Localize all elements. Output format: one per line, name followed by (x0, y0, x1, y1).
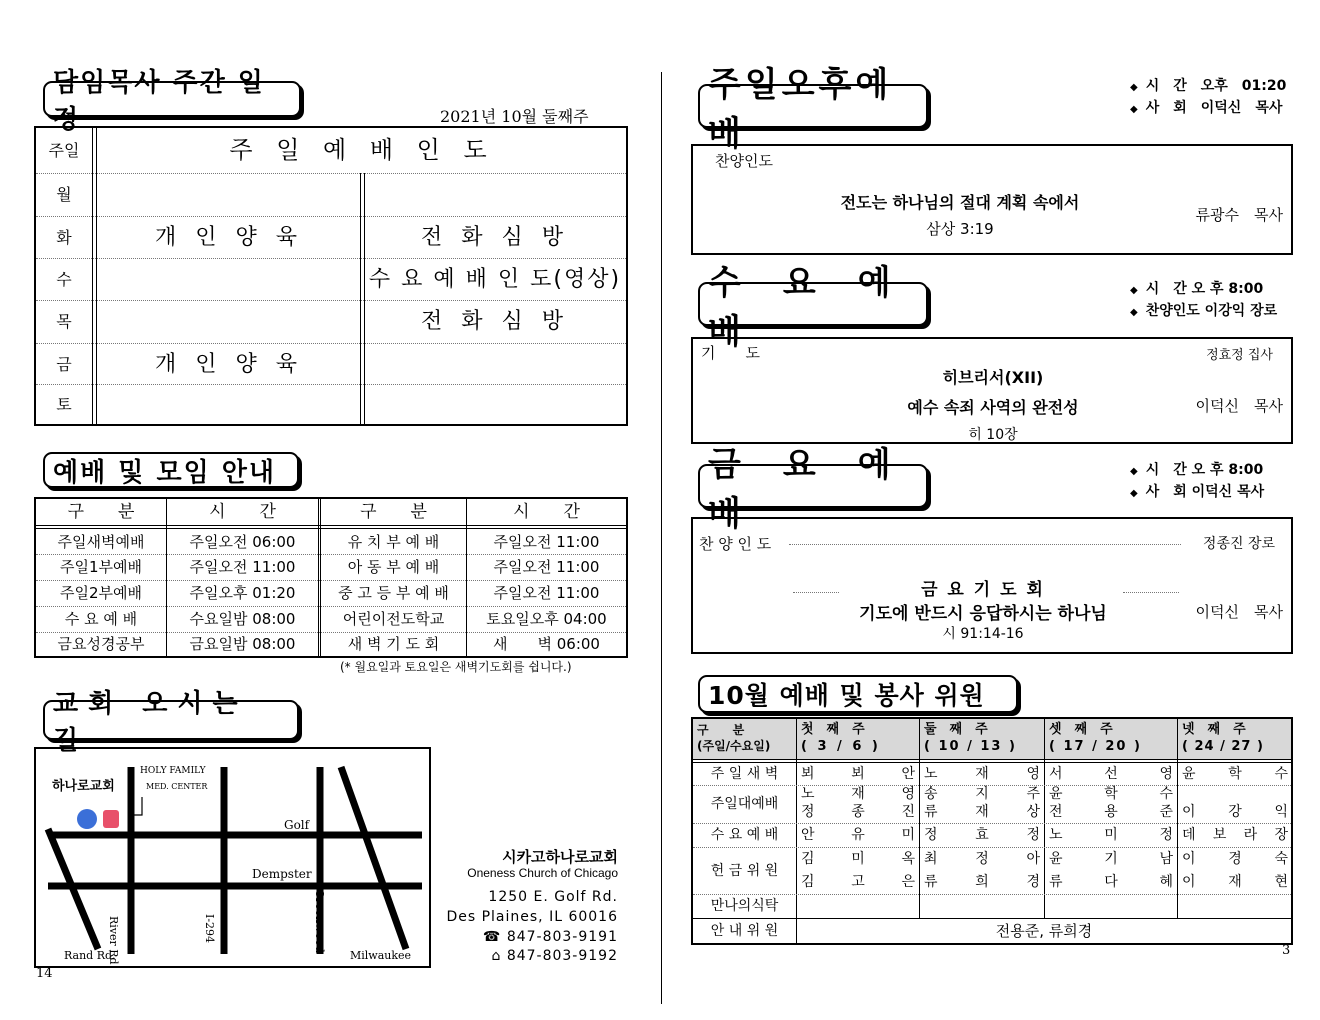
volunteer-cell: 서 선 영 (1049, 766, 1173, 782)
day-label: 수 (56, 270, 72, 289)
map-church-label: 하나로교회 (52, 779, 115, 794)
volunteer-cell: 윤 학 수 (1182, 766, 1288, 782)
sunday-pm-box (691, 144, 1293, 255)
meetings-row: 주일2부예배 주일오후 01:20 중 고 등 부 예 배 주일오전 11:00 (60, 584, 600, 602)
schedule-entry (364, 385, 626, 424)
scripture: 시 91:14-16 (942, 626, 1024, 642)
schedule-entry (98, 301, 360, 343)
meetings-row: 주일1부예배 주일오전 11:00 아 동 부 예 배 주일오전 11:00 (60, 558, 600, 576)
volunteer-cell: 뵈 뵈 안 (801, 766, 915, 782)
meetings-row: 수 요 예 배 수요일밤 08:00 어린이전도학교 토요일오후 04:00 (64, 610, 607, 628)
volunteer-row-label: 헌 금 위 원 (710, 863, 779, 879)
sunday-text: 주 일 예 배 인 도 (229, 136, 495, 164)
volunteer-cell: 정 종 진 (801, 804, 915, 820)
sermon-series: 히브리서(XII) (942, 368, 1044, 387)
volunteer-cell: 류 희 경 (924, 874, 1040, 890)
schedule-entry (364, 174, 626, 216)
day-label: 금 (56, 355, 72, 374)
page-divider (661, 72, 662, 1004)
day-label: 목 (56, 312, 72, 331)
volunteer-cell: 노 재 영 (924, 766, 1040, 782)
praise-person: 정종진 장로 (1202, 536, 1275, 552)
week-header: 셋 째 주 ( 17 / 20 ) (1049, 722, 1142, 754)
sunday-pm-info: ◆ 시 간 오후 01:20 ◆ 사 회 이덕신 목사 (1130, 78, 1287, 116)
meetings-table (34, 497, 628, 658)
meetings-header: 구 분 (360, 502, 427, 522)
fax (430, 948, 618, 964)
map (34, 747, 431, 968)
schedule-entry: 수 요 예 배 인 도(영상) (368, 267, 622, 292)
volunteer-cell: 이 경 숙 (1182, 851, 1288, 867)
volunteer-cell: 김 미 옥 (801, 851, 915, 867)
volunteers-table (691, 717, 1293, 945)
scripture: 삼상 3:19 (926, 220, 994, 238)
volunteer-cell: 이 재 현 (1182, 874, 1288, 890)
volunteer-cell: 이 강 익 (1182, 804, 1288, 820)
day-label: 화 (56, 228, 72, 247)
volunteer-cell: 안 유 미 (801, 827, 915, 843)
volunteer-cell: 전 용 준 (1049, 804, 1173, 820)
fax-icon: ⌂ (491, 948, 507, 964)
volunteer-cell: 데 보 라 장 (1182, 827, 1288, 843)
volunteers-header-label: 구 분 (주일/수요일) (697, 723, 771, 753)
schedule-entry (364, 344, 626, 385)
volunteer-row-label: 수 요 예 배 (710, 827, 779, 843)
praise-label: 찬양인도 (715, 152, 773, 170)
wednesday-info: ◆ 시 간 오 후 8:00 ◆ 찬양인도 이강익 장로 (1130, 281, 1278, 319)
week-header: 둘 째 주 ( 10 / 13 ) (924, 722, 1017, 754)
phone (430, 929, 618, 945)
prayer-label: 기 도 (701, 344, 760, 362)
meetings-header: 구 분 (67, 502, 135, 522)
fax-number: 847-803-9192 (506, 948, 618, 964)
page-number-left: 14 (36, 966, 53, 981)
prayer-person: 정효정 집사 (1206, 348, 1273, 363)
phone-number: 847-803-9191 (506, 929, 618, 945)
day-label: 토 (56, 395, 72, 414)
day-label: 월 (56, 185, 72, 204)
meetings-row: 주일새벽예배 주일오전 06:00 유 치 부 예 배 주일오전 11:00 (57, 533, 600, 551)
week-header: 넷 째 주 ( 24 / 27 ) (1182, 722, 1264, 754)
schedule-table (34, 126, 628, 426)
week-header: 첫 째 주 ( 3 / 6 ) (801, 722, 881, 754)
meetings-note: (* 월요일과 토요일은 새벽기도회를 쉽니다.) (340, 660, 572, 674)
map-road-label: Milwaukee (350, 949, 412, 962)
church-name-en: Oneness Church of Chicago (467, 866, 618, 880)
directions-title: 교회 오시는 길 (43, 700, 299, 740)
wednesday-title: 수 요 예 배 (698, 282, 928, 326)
prayer-meeting-label: 금 요 기 도 회 (921, 580, 1045, 600)
meetings-header: 시 간 (209, 502, 276, 522)
map-road-label: Greenwood (313, 889, 326, 953)
phone-icon: ☎ (482, 929, 507, 945)
wednesday-box (691, 337, 1293, 444)
sermon-title: 전도는 하나님의 절대 계획 속에서 (840, 193, 1080, 212)
sermon-title: 기도에 반드시 응답하시는 하나님 (859, 604, 1107, 624)
meetings-row: 금요성경공부 금요일밤 08:00 새 벽 기 도 회 새 벽 06:00 (57, 635, 600, 653)
friday-info: ◆ 시 간 오 후 8:00 ◆ 사 회 이덕신 목사 (1130, 462, 1265, 500)
preacher: 이덕신 목사 (1195, 603, 1283, 621)
schedule-entry: 개 인 양 육 (155, 352, 303, 377)
preacher: 류광수 목사 (1195, 206, 1283, 224)
volunteer-cell: 노 재 영 (801, 786, 915, 802)
schedule-entry (98, 174, 360, 216)
volunteer-cell: 노 미 정 (1049, 827, 1173, 843)
address-line: 1250 E. Golf Rd. (488, 889, 618, 905)
map-hospital-label: MED. CENTER (146, 782, 208, 791)
scripture: 히 10장 (968, 427, 1018, 443)
friday-title: 금 요 예 배 (698, 464, 928, 508)
friday-box (691, 517, 1293, 654)
schedule-entry (98, 259, 360, 301)
church-name-kr: 시카고하나로교회 (502, 848, 618, 866)
meetings-header: 시 간 (513, 502, 580, 522)
sunday-pm-title: 주일오후예배 (698, 84, 928, 128)
volunteers-title: 10월 예배 및 봉사 위원 (698, 675, 1018, 713)
volunteer-cell: 윤 기 남 (1049, 851, 1173, 867)
volunteer-cell: 류 재 상 (924, 804, 1040, 820)
map-hospital-label: HOLY FAMILY (140, 766, 206, 776)
schedule-date: 2021년 10월 둘째주 (440, 107, 589, 126)
praise-label: 찬 양 인 도 (699, 535, 772, 553)
volunteer-cell: 윤 학 수 (1049, 786, 1173, 802)
sermon-title: 예수 속죄 사역의 완전성 (907, 398, 1079, 417)
schedule-entry: 개 인 양 육 (155, 225, 303, 250)
volunteer-cell: 송 지 주 (924, 786, 1040, 802)
volunteer-cell: 김 고 은 (801, 874, 915, 890)
volunteer-cell: 최 정 아 (924, 851, 1040, 867)
map-road-label: Golf (284, 818, 310, 832)
usher-names: 전용준, 류희경 (995, 922, 1093, 940)
day-label-sunday: 주일 (48, 141, 80, 160)
volunteer-row-label: 만나의식탁 (710, 898, 779, 914)
address-line: Des Plaines, IL 60016 (446, 909, 618, 925)
schedule-title: 담임목사 주간 일정 (43, 81, 301, 117)
volunteer-cell: 정 효 정 (924, 827, 1040, 843)
volunteer-row-label: 주일대예배 (710, 796, 779, 812)
map-road-label: River Rd (107, 916, 120, 965)
volunteer-row-label: 주 일 새 벽 (710, 766, 779, 782)
schedule-entry: 전 화 심 방 (421, 225, 569, 250)
schedule-entry: 전 화 심 방 (421, 309, 569, 334)
volunteer-cell: 류 다 혜 (1049, 874, 1173, 890)
schedule-entry (98, 385, 360, 424)
preacher: 이덕신 목사 (1195, 397, 1283, 415)
meetings-title: 예배 및 모임 안내 (43, 452, 299, 488)
page-number-right: 3 (1282, 943, 1291, 958)
map-road-label: I-294 (203, 914, 216, 944)
map-road-label: Rand Rd. (64, 949, 116, 962)
map-road-label: Dempster (252, 867, 312, 881)
volunteer-row-label: 안 내 위 원 (710, 923, 779, 939)
